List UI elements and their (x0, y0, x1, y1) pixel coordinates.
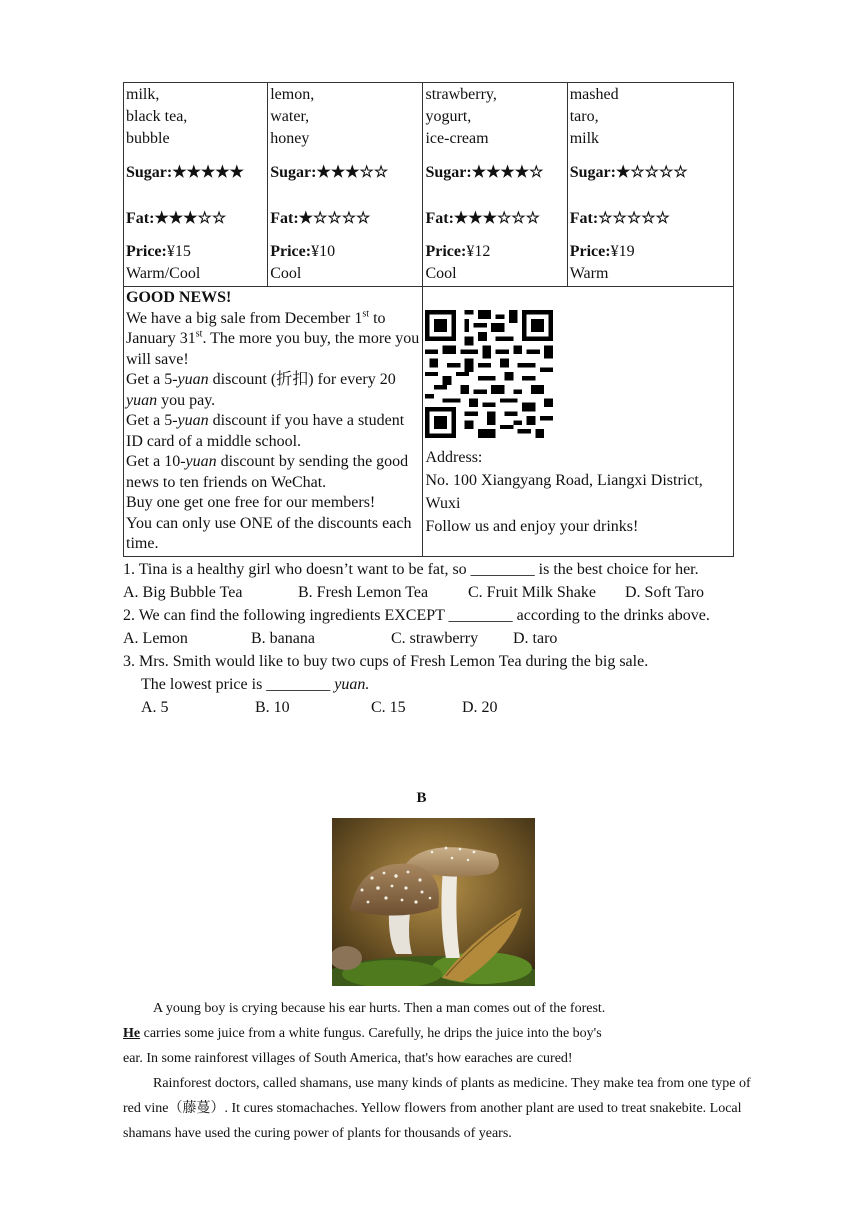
option: D. Soft Taro (625, 584, 705, 601)
drink-cell (567, 83, 733, 287)
ingredient: milk (569, 130, 600, 147)
mushroom-photo (332, 818, 535, 986)
ingredient: milk, (126, 86, 160, 103)
temperature: Warm/Cool (126, 265, 201, 282)
question-3-options (123, 696, 743, 719)
question-2-options (123, 627, 743, 650)
ingredient: bubble (126, 130, 170, 147)
passage (123, 996, 751, 1146)
drink-cell (124, 83, 268, 287)
price: Price:¥12 (425, 243, 491, 260)
ingredient: taro, (569, 108, 599, 125)
option: C. Fruit Milk Shake (468, 584, 597, 601)
follow-line: Follow us and enjoy your drinks! (425, 518, 639, 535)
paragraph-2: Rainforest doctors, called shamans, use many kinds of plants as medicine. They make tea from one type of red vine（藤蔓）. It cures stomachaches. Yellow flowers from another plant are used to treat snakebite. Local shamans have used the curing power of plants for thousands of years. (123, 1076, 751, 1141)
ingredient: honey (270, 130, 310, 147)
ingredient: lemon, (270, 86, 315, 103)
discount-2: Get a 5-yuan discount if you have a student ID card of a middle school. (126, 412, 405, 450)
sugar-rating: Sugar:★★★★☆ (425, 164, 544, 181)
qr-code-icon[interactable] (425, 310, 553, 438)
discount-3: Get a 10-yuan discount by sending the good news to ten friends on WeChat. (126, 453, 409, 491)
questions (123, 558, 743, 719)
ingredient: water, (270, 108, 310, 125)
option: B. banana (251, 630, 315, 647)
discount-1: Get a 5-yuan discount (折扣) for every 20 yuan you pay. (126, 371, 396, 409)
fat-rating: Fat:★★★☆☆☆ (425, 210, 540, 227)
temperature: Cool (425, 265, 457, 282)
option: D. taro (513, 630, 558, 647)
price: Price:¥19 (569, 243, 635, 260)
section-heading: B (416, 790, 427, 806)
fat-rating: Fat:★☆☆☆☆ (270, 210, 371, 227)
sugar-rating: Sugar:★☆☆☆☆ (569, 164, 688, 181)
paragraph-1-line-2: He carries some juice from a white fungus. Carefully, he drips the juice into the boy's (123, 1026, 602, 1041)
option: B. 10 (255, 699, 290, 716)
ingredients (270, 84, 420, 150)
good-news-cell (124, 287, 423, 557)
question-3-cont: The lowest price is ________ yuan. (141, 676, 370, 693)
ingredients (425, 84, 564, 150)
ingredient: ice-cream (425, 130, 489, 147)
question-1-options (123, 581, 743, 604)
discount-rule: You can only use ONE of the discounts each time. (126, 514, 412, 552)
sale-dates: We have a big sale from December 1st to January 31st. The more you buy, the more you will save! (126, 308, 420, 368)
option: C. 15 (371, 699, 406, 716)
sugar-rating: Sugar:★★★★★ (126, 164, 244, 181)
temperature: Cool (270, 265, 302, 282)
ingredient: black tea, (126, 108, 188, 125)
option: A. Lemon (123, 630, 188, 647)
ingredient: mashed (569, 86, 619, 103)
ingredients (570, 84, 731, 150)
paragraph-1-line-1: A young boy is crying because his ear hurts. Then a man comes out of the forest. (153, 1001, 606, 1016)
option: A. Big Bubble Tea (123, 584, 243, 601)
option: C. strawberry (391, 630, 479, 647)
option: A. 5 (141, 699, 169, 716)
news-title: GOOD NEWS! (126, 289, 232, 306)
address-label: Address: (425, 449, 483, 466)
question-3: 3. Mrs. Smith would like to buy two cups of Fresh Lemon Tea during the big sale. (123, 653, 649, 670)
drink-cell (423, 83, 567, 287)
address: No. 100 Xiangyang Road, Liangxi District, Wuxi (425, 472, 703, 512)
ingredients (126, 84, 265, 150)
option: B. Fresh Lemon Tea (298, 584, 429, 601)
news-row (124, 287, 734, 557)
fat-rating: Fat:★★★☆☆ (126, 210, 227, 227)
drinks-row (124, 83, 734, 287)
drink-cell (268, 83, 423, 287)
temperature: Warm (569, 265, 609, 282)
members-offer: Buy one get one free for our members! (126, 494, 376, 511)
sugar-rating: Sugar:★★★☆☆ (270, 164, 389, 181)
drinks-table (123, 82, 734, 557)
price: Price:¥10 (270, 243, 336, 260)
paragraph-1-line-3: ear. In some rainforest villages of South America, that's how earaches are cured! (123, 1051, 573, 1066)
shop-info-cell (423, 287, 734, 557)
question-2: 2. We can find the following ingredients EXCEPT ________ according to the drinks above. (123, 607, 710, 624)
price: Price:¥15 (126, 243, 191, 260)
ingredient: yogurt, (425, 108, 472, 125)
ingredient: strawberry, (425, 86, 497, 103)
fat-rating: Fat:☆☆☆☆☆ (569, 210, 670, 227)
option: D. 20 (462, 699, 498, 716)
question-1: 1. Tina is a healthy girl who doesn’t want to be fat, so ________ is the best choice for her. (123, 561, 699, 578)
